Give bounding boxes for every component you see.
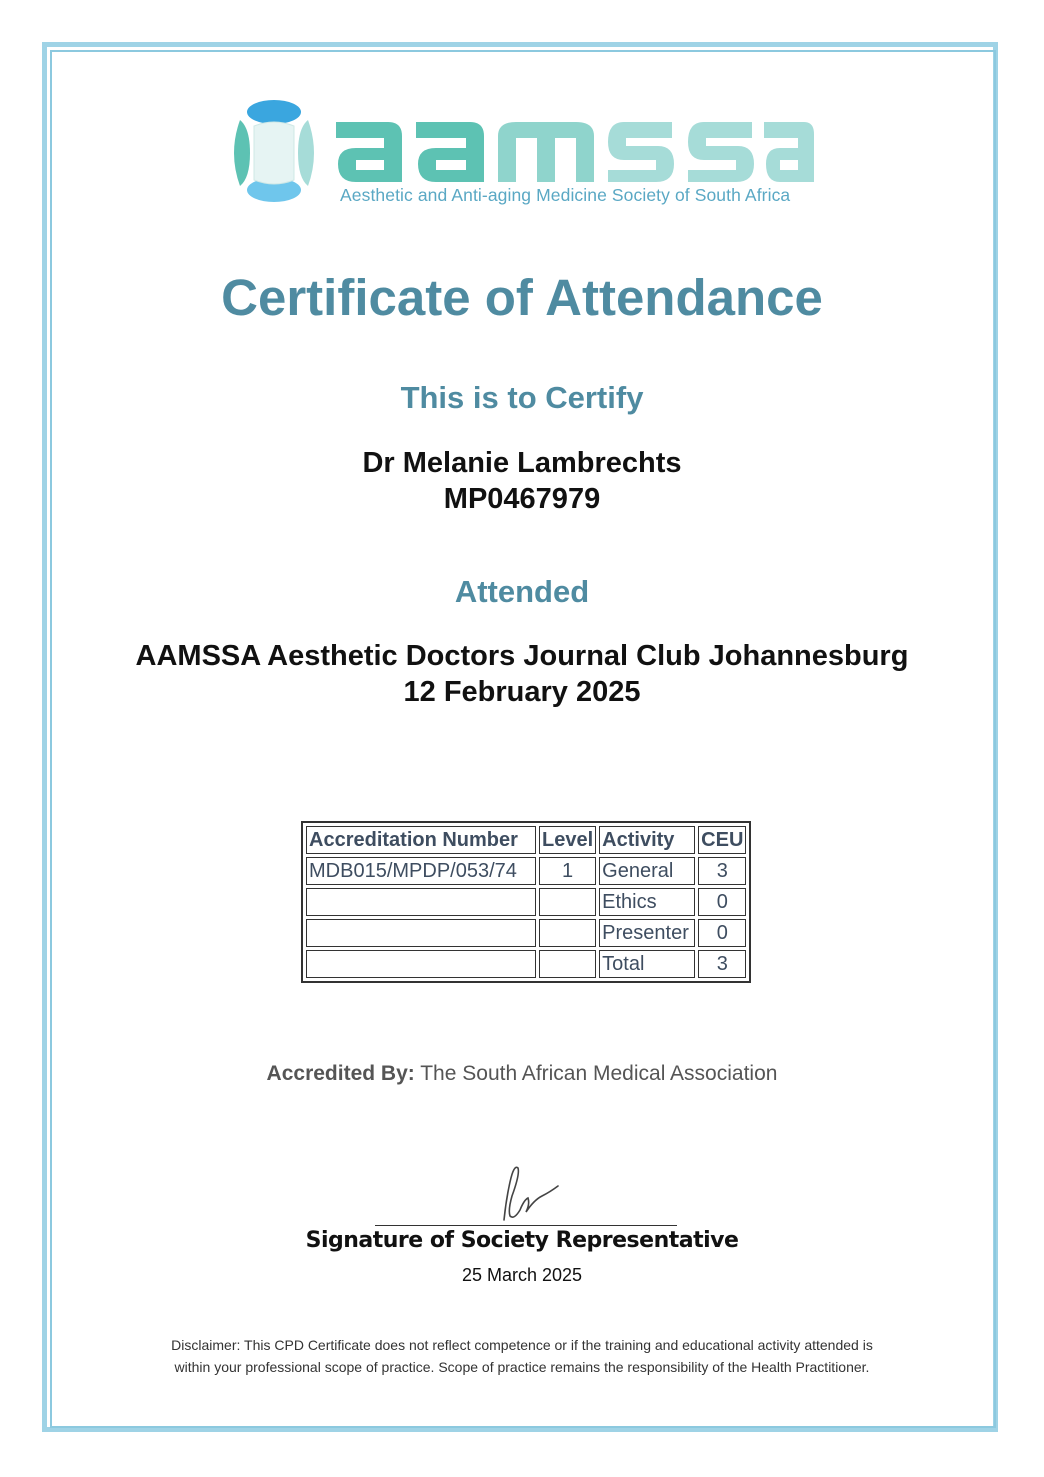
cell-level: 1 (539, 857, 596, 885)
cell-activity: Presenter (599, 919, 695, 947)
attendee-number: MP0467979 (443, 483, 601, 515)
header-ceu: CEU (698, 826, 746, 854)
accredited-by-body: The South African Medical Association (420, 1062, 778, 1085)
aamssa-logo (226, 98, 826, 218)
cell-activity: General (599, 857, 695, 885)
handwritten-signature (490, 1160, 570, 1228)
cell-activity: Total (599, 950, 695, 978)
attendee-name: Dr Melanie Lambrechts (362, 447, 682, 479)
event-block (0, 638, 1044, 710)
header-accreditation-number: Accreditation Number (306, 826, 536, 854)
table-row (306, 919, 746, 947)
cell-ceu: 3 (698, 950, 746, 978)
cell-ceu: 0 (698, 888, 746, 916)
attendee-block (0, 445, 1044, 517)
accredited-by (0, 1062, 1044, 1086)
header-level: Level (539, 826, 596, 854)
cell-ceu: 0 (698, 919, 746, 947)
cell-accreditation-number (306, 888, 536, 916)
table-row (306, 857, 746, 885)
event-name: AAMSSA Aesthetic Doctors Journal Club Johannesburg (135, 640, 909, 672)
wordmark-graphic (336, 122, 814, 182)
header-activity: Activity (599, 826, 695, 854)
cpd-table (301, 821, 751, 983)
event-date: 12 February 2025 (403, 676, 641, 708)
cell-level (539, 950, 596, 978)
cell-ceu: 3 (698, 857, 746, 885)
cell-accreditation-number (306, 950, 536, 978)
table-header-row (306, 826, 746, 854)
attended-heading: Attended (454, 574, 590, 609)
sphere-emblem-icon (234, 100, 314, 202)
certificate-title: Certificate of Attendance (221, 269, 823, 326)
signature-line (375, 1225, 677, 1226)
logo-tagline: Aesthetic and Anti-aging Medicine Society of South Africa (340, 185, 791, 205)
table-row (306, 888, 746, 916)
disclaimer-line-1: Disclaimer: This CPD Certificate does not reflect competence or if the training and educational activity attended is (171, 1337, 873, 1353)
cell-activity: Ethics (599, 888, 695, 916)
disclaimer (100, 1334, 944, 1378)
disclaimer-line-2: within your professional scope of practice. Scope of practice remains the responsibility of the Health Practitioner. (174, 1359, 870, 1375)
table-row (306, 950, 746, 978)
cell-level (539, 888, 596, 916)
accredited-by-label: Accredited By: (266, 1062, 415, 1085)
certify-heading: This is to Certify (400, 380, 644, 415)
signature-date: 25 March 2025 (461, 1265, 583, 1285)
cell-accreditation-number: MDB015/MPDP/053/74 (306, 857, 536, 885)
cell-level (539, 919, 596, 947)
signature-label: Signature of Society Representative (305, 1228, 739, 1253)
cell-accreditation-number (306, 919, 536, 947)
